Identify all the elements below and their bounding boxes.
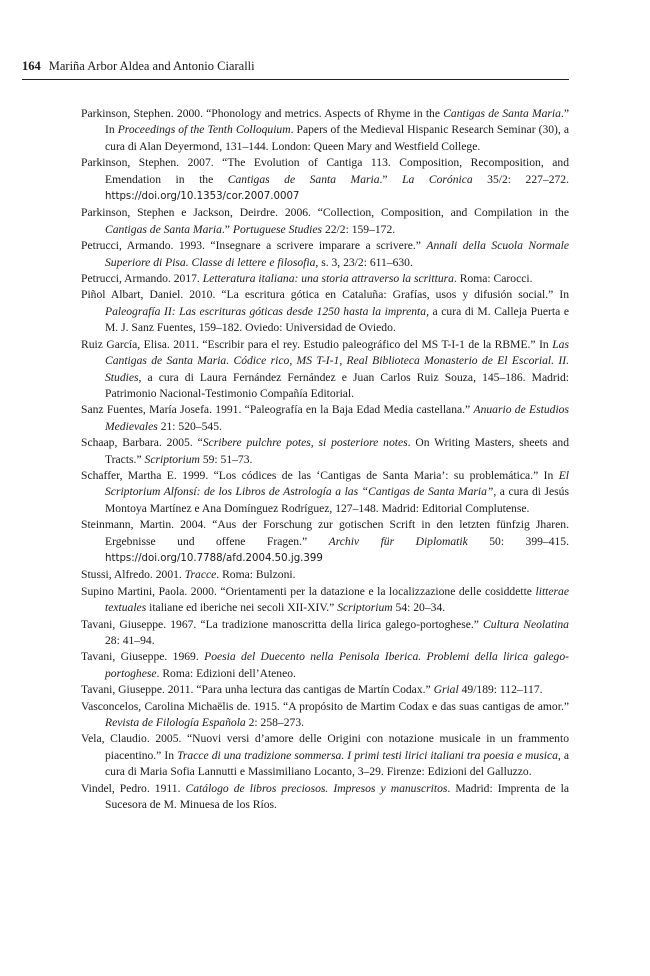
reference-text: 49/189: 112–117. <box>458 683 543 697</box>
reference-text: .” <box>221 222 233 236</box>
reference-entry <box>81 106 569 155</box>
reference-title: litterae textuales <box>105 584 569 615</box>
reference-entry <box>81 617 569 650</box>
reference-entry <box>81 468 569 517</box>
reference-title: El Scriptorium Alfonsí: de los Libros de Astrología a las “Cantigas de Santa Maria” <box>105 468 569 499</box>
reference-entry <box>81 205 569 238</box>
reference-text: Schaap, Barbara. 2005. “ <box>81 436 203 450</box>
reference-entry <box>81 271 569 287</box>
reference-text: Vela, Claudio. 2005. “Nuovi versi d’amore delle Origini con notazione musicale in un frammento piacentino.” In <box>81 732 569 762</box>
reference-entry <box>81 435 569 468</box>
reference-text: 50: 399–415. <box>467 534 570 548</box>
reference-text: , a cura di Jesús Montoya Martínez e Ana Domínguez Rodríguez, 127–148. Madrid: Editorial Complutense. <box>105 485 569 515</box>
reference-text: , a cura di Laura Fernández Fernández e Juan Carlos Ruiz Souza, 145–186. Madrid: Patrimonio Nacional-Testimonio Compañía Editorial. <box>105 370 569 400</box>
reference-text: , a cura di Maria Sofia Lannutti e Massimiliano Locanto, 3–29. Firenze: Edizioni del Galluzzo. <box>105 748 569 779</box>
reference-title: Tracce <box>184 568 217 582</box>
reference-title: Scriptorium <box>144 452 200 466</box>
reference-title: Revista de Filología Española <box>105 716 246 730</box>
reference-title: Poesia del Duecento nella Penisola Iberica. Problemi della lirica galego-portoghese <box>105 650 569 680</box>
reference-title: Catálogo de libros preciosos. Impresos y manuscritos <box>185 781 448 795</box>
reference-title: Paleografía II: Las escrituras góticas desde 1250 hasta la imprenta <box>105 304 427 318</box>
reference-title: Grial <box>433 683 459 697</box>
reference-title: Scriptorium <box>337 601 393 615</box>
reference-text: . Papers of the Medieval Hispanic Research Seminar (30), a cura di Alan Deyermond, 131–144. London: Queen Mary and Westfield College. <box>105 123 569 153</box>
reference-text: . Roma: Bulzoni. <box>216 568 296 582</box>
reference-text: .” <box>379 172 403 186</box>
reference-text: Piñol Albart, Daniel. 2010. “La escritura gótica en Cataluña: Grafías, usos y difusión social.” In <box>81 288 569 302</box>
reference-entry <box>81 682 569 698</box>
reference-title: La Corónica <box>402 172 473 186</box>
reference-text: Steinmann, Martin. 2004. “Aus der Forschung zur gotischen Scrift in den letzten fünfzig Jharen. Ergebnisse und offene Fragen.” <box>81 518 569 548</box>
reference-text: italiane ed iberiche nei secoli XII-XIV.” <box>146 601 338 615</box>
reference-text: , a cura di M. Calleja Puerta e M. J. Sanz Fuentes, 159–182. Oviedo: Universidad de Oviedo. <box>105 304 570 335</box>
reference-title: Tracce di una tradizione sommersa. I primi testi lirici italiani tra poesia e musica <box>177 748 558 762</box>
reference-text: . Roma: Carocci. <box>453 272 533 286</box>
doi-link[interactable]: https://doi.org/10.1353/cor.2007.0007 <box>105 191 300 203</box>
page-number: 164 <box>22 59 41 73</box>
doi-link[interactable]: https://doi.org/10.7788/afd.2004.50.jg.399 <box>105 552 323 564</box>
reference-text: Vasconcelos, Carolina Michaëlis de. 1915. “A propósito de Martim Codax e das suas cantigas de amor.” <box>81 699 569 713</box>
reference-text: 22/2: 159–172. <box>322 222 396 236</box>
reference-text: Supino Martini, Paola. 2000. “Orientamenti per la datazione e la localizzazione delle cosiddette <box>81 584 536 598</box>
reference-title: Letteratura italiana: una storia attraverso la scrittura <box>202 272 454 286</box>
reference-title: Cantigas de Santa Maria <box>105 222 222 236</box>
reference-entry <box>81 731 569 780</box>
reference-text: Tavani, Giuseppe. 1969. <box>81 650 205 664</box>
reference-text: Ruiz García, Elisa. 2011. “Escribir para el rey. Estudio paleográfico del MS T-I-1 de la RBME.” In <box>81 337 553 351</box>
reference-text: 59: 51–73. <box>199 452 253 466</box>
reference-text: , s. 3, 23/2: 611–630. <box>315 255 413 269</box>
reference-title: Scribere pulchre potes, si posteriore notes <box>202 436 408 450</box>
reference-text: . Roma: Edizioni dell’Ateneo. <box>156 666 296 680</box>
reference-title: Annali della Scuola Normale Superiore di Pisa. Classe di lettere e filosofia <box>105 239 569 269</box>
reference-text: Schaffer, Martha E. 1999. “Los códices de las ‘Cantigas de Santa Maria’: su problemática.” In <box>81 468 559 482</box>
reference-text: Parkinson, Stephen e Jackson, Deirdre. 2006. “Collection, Composition, and Compilation in the <box>81 206 569 220</box>
reference-title: Anuario de Estudios Medievales <box>105 403 569 433</box>
reference-text: . On Writing Masters, sheets and Tracts.” <box>105 436 569 466</box>
reference-title: Cantigas de Santa Maria <box>443 107 561 120</box>
reference-title: Portuguese Studies <box>232 222 323 236</box>
reference-text: Stussi, Alfredo. 2001. <box>81 568 185 582</box>
reference-entry <box>81 287 569 336</box>
reference-title: Archiv für Diplomatik <box>328 534 468 548</box>
reference-text: Tavani, Giuseppe. 2011. “Para unha lectura das cantigas de Martín Codax.” <box>81 683 434 697</box>
reference-entry <box>81 699 569 732</box>
reference-text: Parkinson, Stephen. 2000. “Phonology and metrics. Aspects of Rhyme in the <box>81 107 444 120</box>
reference-entry <box>81 238 569 271</box>
header-authors: Mariña Arbor Aldea and Antonio Ciaralli <box>48 59 255 73</box>
reference-text: Petrucci, Armando. 2017. <box>81 272 203 286</box>
reference-title: Cantigas de Santa Maria <box>227 172 380 186</box>
reference-text: .” In <box>105 107 569 137</box>
reference-entry <box>81 402 569 435</box>
reference-text: 21: 520–545. <box>157 419 222 433</box>
reference-text: Tavani, Giuseppe. 1967. “La tradizione manoscritta della lirica galego-portoghese.” <box>81 617 484 631</box>
reference-entry <box>81 781 569 814</box>
reference-text: 35/2: 227–272. <box>472 172 569 186</box>
reference-title: Cultura Neolatina <box>483 617 569 631</box>
reference-title: Las Cantigas de Santa Maria. Códice rico, MS T-I-1, Real Biblioteca Monasterio de El Escorial. II. Studies <box>105 337 569 384</box>
reference-text: Sanz Fuentes, María Josefa. 1991. “Paleografía en la Baja Edad Media castellana.” <box>81 403 474 417</box>
reference-text: Parkinson, Stephen. 2007. “The Evolution of Cantiga 113. Composition, Recomposition, and Emendation in the <box>81 156 569 186</box>
reference-text: Petrucci, Armando. 1993. “Insegnare a scrivere imparare a scrivere.” <box>81 239 427 253</box>
running-header <box>22 58 569 80</box>
reference-entry <box>81 584 569 617</box>
reference-text: . Madrid: Imprenta de la Sucesora de M. Minuesa de los Ríos. <box>105 781 570 812</box>
reference-entry <box>81 649 569 682</box>
reference-text: Vindel, Pedro. 1911. <box>81 781 186 795</box>
reference-text: 28: 41–94. <box>105 634 155 647</box>
reference-text: 2: 258–273. <box>245 716 305 730</box>
reference-entry <box>81 337 569 403</box>
bibliography-list <box>81 106 569 813</box>
reference-title: Proceedings of the Tenth Colloquium <box>117 123 291 137</box>
reference-entry <box>81 567 569 583</box>
reference-text: 54: 20–34. <box>392 601 446 615</box>
reference-entry <box>81 517 569 567</box>
reference-entry <box>81 155 569 205</box>
